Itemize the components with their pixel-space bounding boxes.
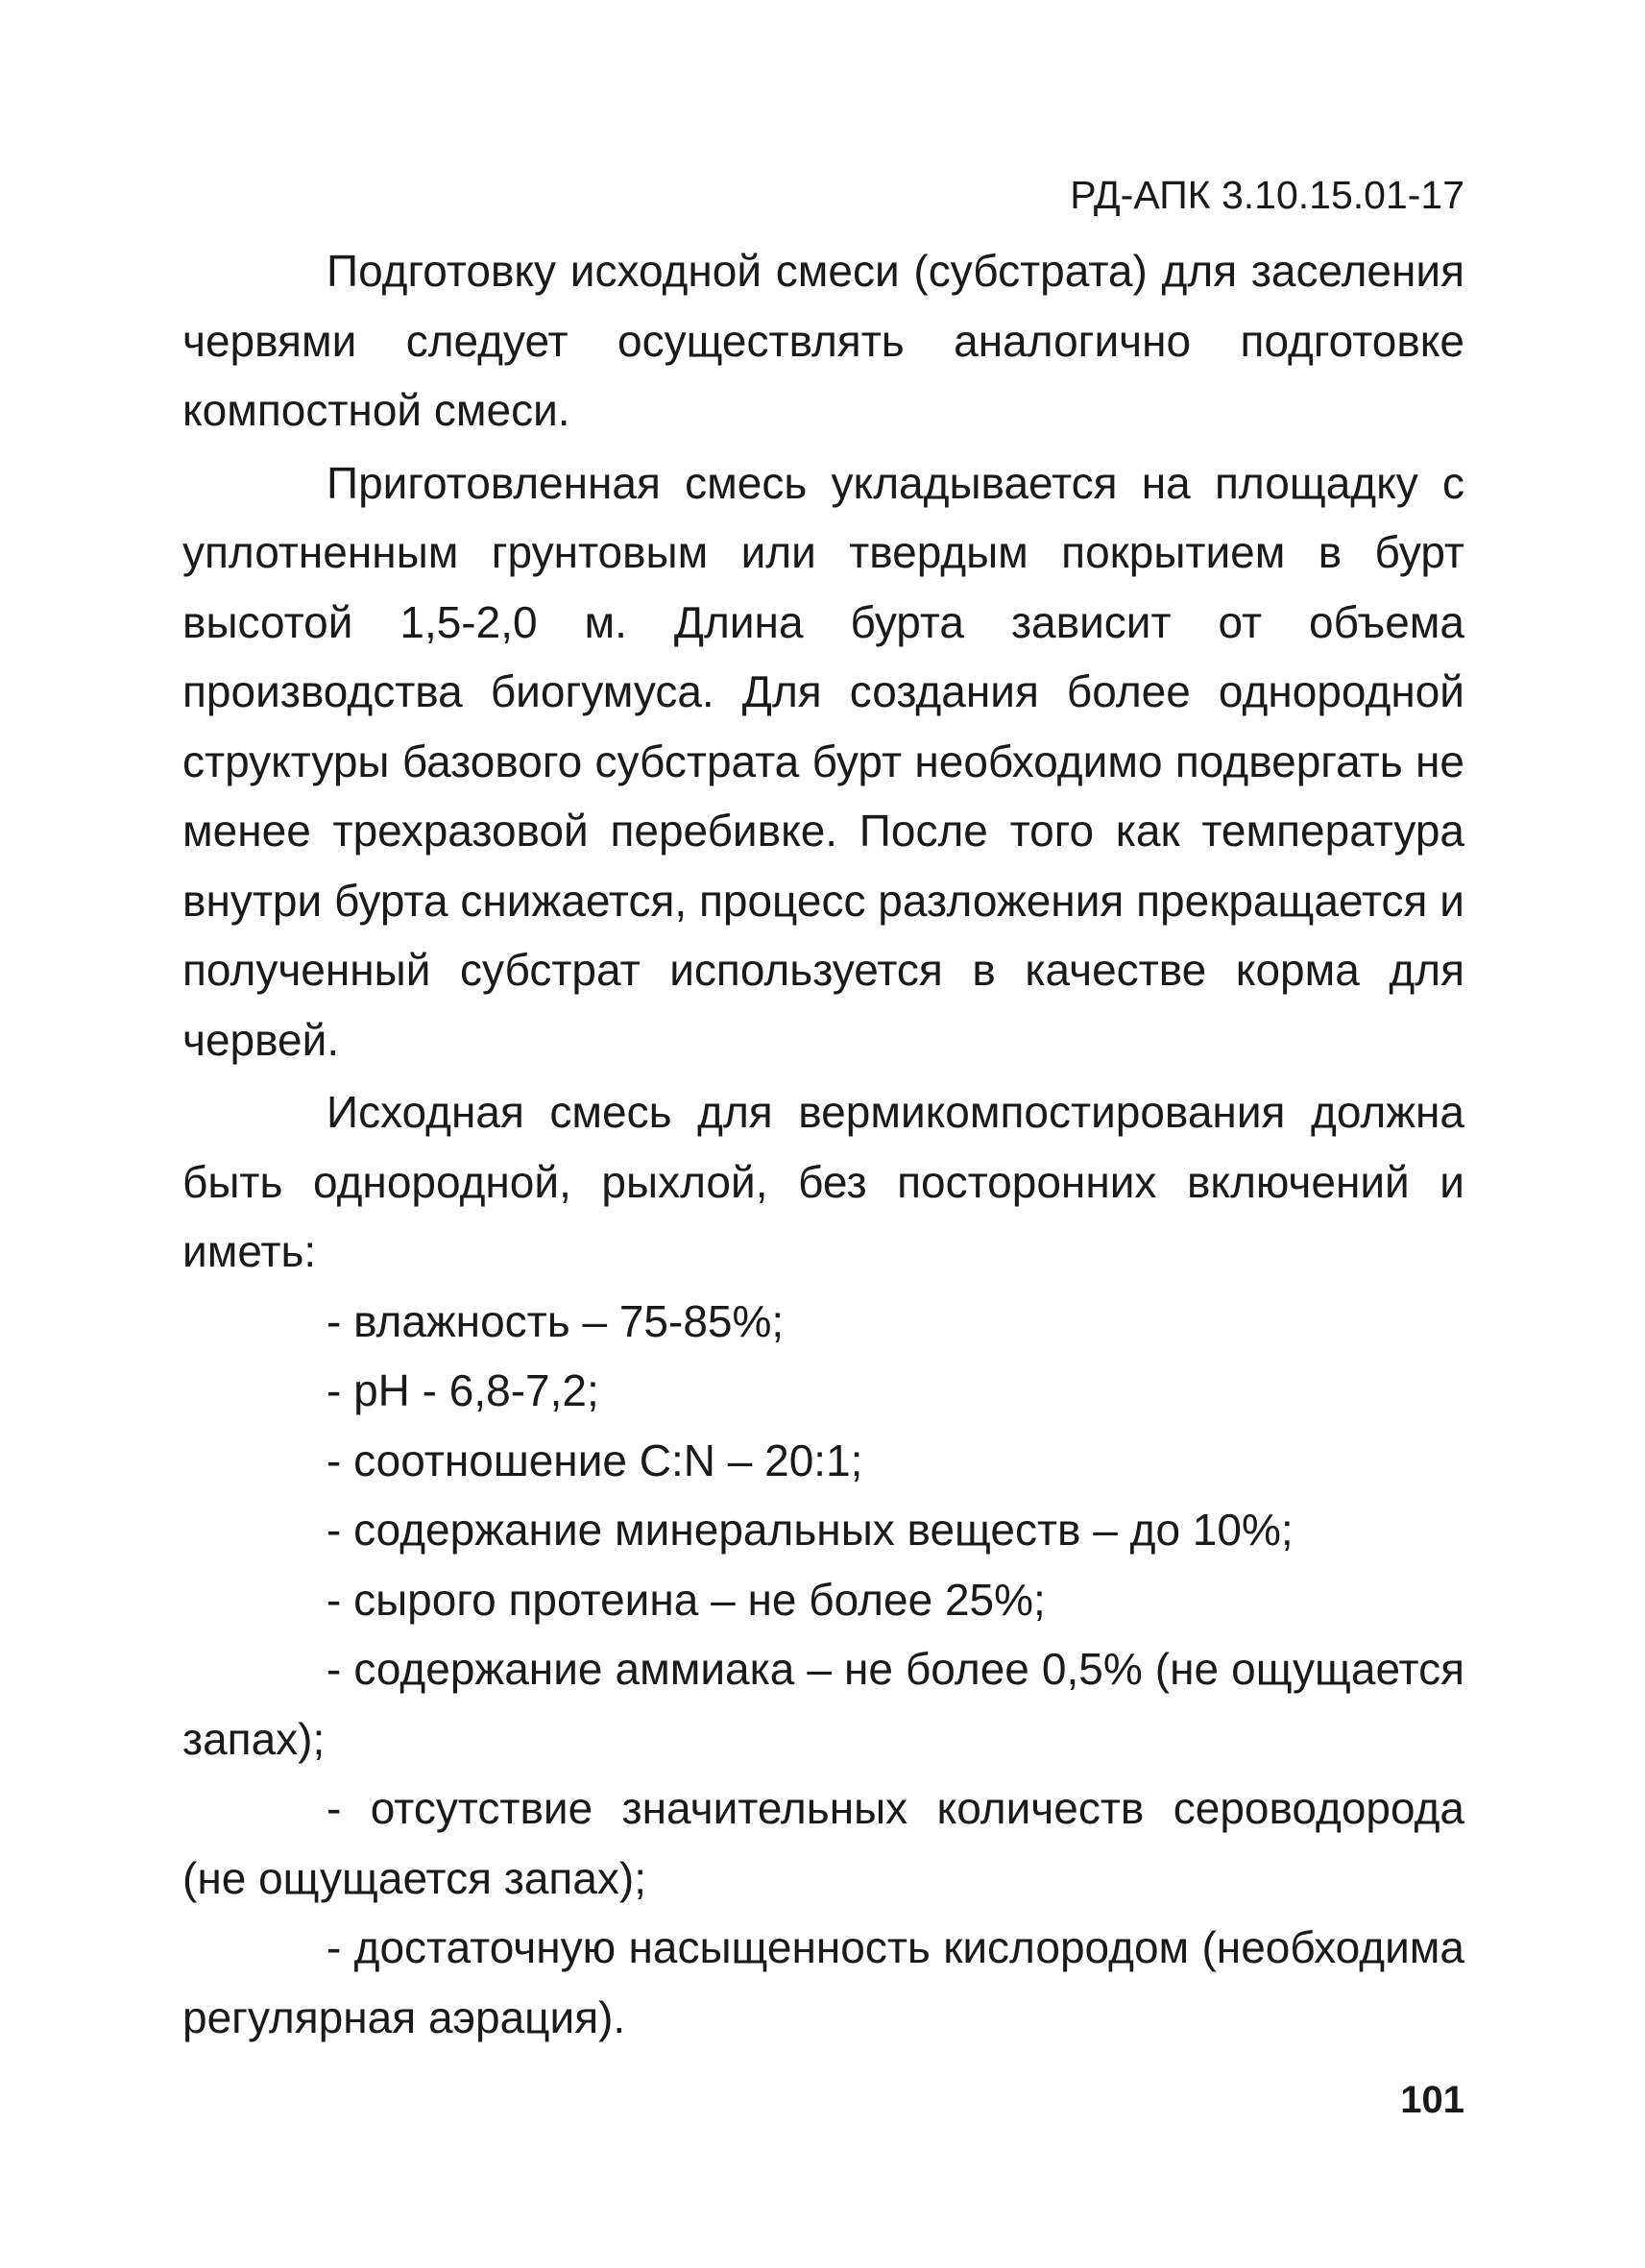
page-body (182, 236, 1464, 2052)
list-item-mineral-content: - содержание минеральных веществ – до 10%; (327, 1505, 1294, 1555)
document-code-header: РД-АПК 3.10.15.01-17 (1070, 173, 1464, 217)
list-item-ph: - pH - 6,8-7,2; (327, 1365, 599, 1415)
paragraph-substrate-preparation: Подготовку исходной смеси (субстрата) для заселения червями следует осуществлять аналогично подготовке компостной смеси. (182, 246, 1464, 435)
paragraph-pile-formation: Приготовленная смесь укладывается на площадку с уплотненным грунтовым или твердым покрытием в бурт высотой 1,5-2,0 м. Длина бурта зависит от объема производства биогумуса. Для создания более однородной структуры базового субстрата бурт необходимо подвергать не менее трехразовой перебивке. После того как температура внутри бурта снижается, процесс разложения прекращается и полученный субстрат используется в качестве корма для червей. (182, 457, 1464, 1065)
list-item-ammonia: - содержание аммиака – не более 0,5% (не ощущается запах); (182, 1644, 1464, 1764)
list-item-crude-protein: - сырого протеина – не более 25%; (327, 1574, 1046, 1625)
page-number: 101 (1400, 2079, 1464, 2121)
list-item-hydrogen-sulfide: - отсутствие значительных количеств сероводорода (не ощущается запах); (182, 1783, 1464, 1903)
list-item-moisture: - влажность – 75-85%; (327, 1295, 785, 1346)
list-item-oxygen: - достаточную насыщенность кислородом (необходима регулярная аэрация). (182, 1922, 1464, 2042)
list-item-cn-ratio: - соотношение C:N – 20:1; (327, 1435, 863, 1485)
paragraph-mixture-requirements: Исходная смесь для вермикомпостирования должна быть однородной, рыхлой, без посторонних включений и иметь: (182, 1087, 1464, 1276)
